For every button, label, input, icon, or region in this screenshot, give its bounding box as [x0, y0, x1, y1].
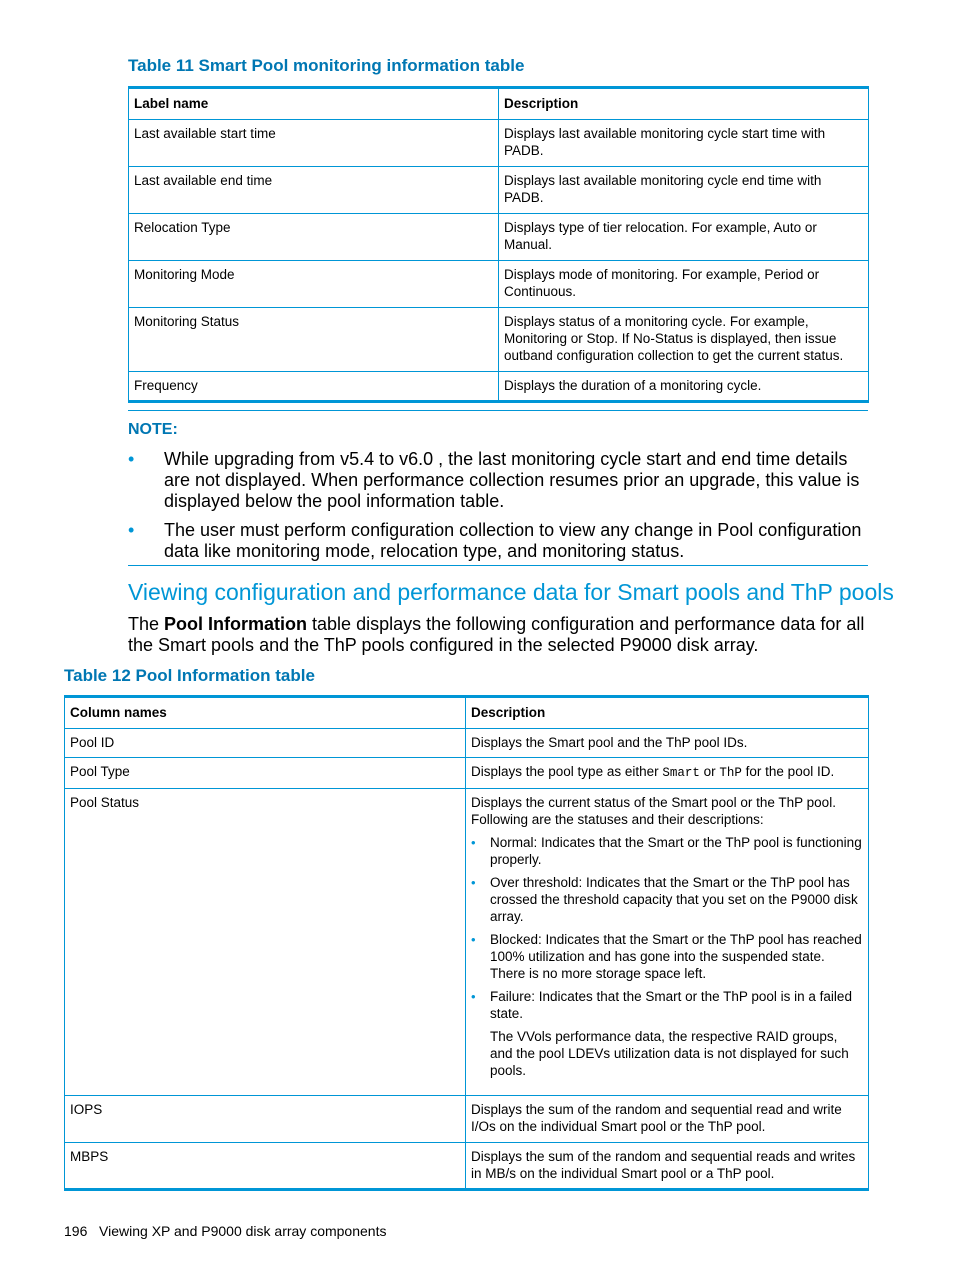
- note-item: [128, 449, 868, 512]
- note-item-text: The user must perform configuration collection to view any change in Pool configuration data like monitoring mode, relocation type, and monitoring status.: [164, 520, 862, 561]
- intro-text-before: The: [128, 614, 165, 634]
- smart-pool-monitoring-table: [128, 86, 869, 403]
- status-list: [471, 834, 863, 1022]
- table-row: [129, 308, 869, 372]
- table-row: [129, 120, 869, 167]
- row-label: Frequency: [129, 372, 499, 402]
- desc-text: Displays the pool type as either: [471, 764, 663, 779]
- row-label: Last available end time: [129, 167, 499, 214]
- table-row: [65, 1096, 869, 1143]
- table-row: [129, 372, 869, 402]
- status-item-text: Normal: Indicates that the Smart or the ThP pool is functioning properly.: [490, 835, 862, 867]
- table-header-row: [129, 88, 869, 120]
- table-row: [65, 789, 869, 1096]
- table-row: [129, 214, 869, 261]
- table-row: [129, 261, 869, 308]
- row-label: Monitoring Status: [129, 308, 499, 372]
- code-thp: ThP: [719, 766, 742, 780]
- table-12-caption: Table 12 Pool Information table: [64, 666, 315, 685]
- desc-text: or: [699, 764, 720, 779]
- pool-status-extra: The VVols performance data, the respective RAID groups, and the pool LDEVs utilization data is not displayed for such pools.: [490, 1029, 849, 1078]
- intro-text-after: table displays the following configuration and performance data for all the Smart pools and the ThP pools configured in the selected P9000 disk array.: [128, 614, 865, 655]
- row-description: Displays mode of monitoring. For example, Period or Continuous.: [499, 261, 869, 308]
- row-label: Monitoring Mode: [129, 261, 499, 308]
- status-item: [471, 834, 863, 868]
- desc-text: for the pool ID.: [741, 764, 835, 779]
- note-item: [128, 520, 868, 562]
- note-top-rule: [128, 410, 868, 411]
- status-item: [471, 931, 863, 982]
- table-11-caption: Table 11 Smart Pool monitoring information table: [128, 56, 525, 75]
- column-header-description: Description: [499, 88, 869, 120]
- bullet-icon: •: [128, 520, 135, 540]
- table-row: [129, 167, 869, 214]
- bullet-icon: •: [471, 875, 476, 890]
- pool-status-desc: Displays the current status of the Smart pool or the ThP pool. Following are the statuses and their descriptions:: [471, 795, 836, 827]
- row-description: Displays last available monitoring cycle start time with PADB.: [499, 120, 869, 167]
- row-description: [466, 789, 869, 1096]
- column-header-column-names: Column names: [65, 697, 466, 729]
- row-label: Relocation Type: [129, 214, 499, 261]
- pool-information-table: [64, 695, 869, 1191]
- row-description: [466, 758, 869, 789]
- row-label: MBPS: [65, 1143, 466, 1190]
- row-label: Pool Status: [65, 789, 466, 1096]
- row-description: Displays last available monitoring cycle end time with PADB.: [499, 167, 869, 214]
- row-description: Displays the Smart pool and the ThP pool IDs.: [466, 729, 869, 758]
- row-description: Displays status of a monitoring cycle. For example, Monitoring or Stop. If No-Status is displayed, then issue outband configuration collection to get the current status.: [499, 308, 869, 372]
- table-header-row: [65, 697, 869, 729]
- row-label: Last available start time: [129, 120, 499, 167]
- note-label: NOTE:: [128, 421, 178, 438]
- status-item-text: Blocked: Indicates that the Smart or the ThP pool has reached 100% utilization and has gone into the suspended state. There is no more storage space left.: [490, 932, 862, 981]
- row-label: Pool ID: [65, 729, 466, 758]
- code-smart: Smart: [662, 766, 700, 780]
- status-item: [471, 874, 863, 925]
- row-label: IOPS: [65, 1096, 466, 1143]
- note-item-text: While upgrading from v5.4 to v6.0 , the last monitoring cycle start and end time details are not displayed. When performance collection resumes prior an upgrade, this value is displayed below the pool information table.: [164, 449, 860, 511]
- status-item-text: Over threshold: Indicates that the Smart or the ThP pool has crossed the threshold capacity that you set on the P9000 disk array.: [490, 875, 858, 924]
- table-row: [65, 729, 869, 758]
- page-footer: [64, 1223, 386, 1239]
- column-header-description: Description: [466, 697, 869, 729]
- table-row: [65, 758, 869, 789]
- row-label: Pool Type: [65, 758, 466, 789]
- intro-bold-text: Pool Information: [164, 614, 308, 634]
- table-row: [65, 1143, 869, 1190]
- row-description: Displays the duration of a monitoring cycle.: [499, 372, 869, 402]
- status-item: [471, 988, 863, 1022]
- note-bottom-rule: [128, 565, 868, 566]
- bullet-icon: •: [471, 989, 476, 1004]
- note-list: [128, 449, 868, 570]
- row-description: Displays the sum of the random and sequential reads and writes in MB/s on the individual Smart pool or a ThP pool.: [466, 1143, 869, 1190]
- row-description: Displays type of tier relocation. For example, Auto or Manual.: [499, 214, 869, 261]
- page-number: 196: [64, 1223, 88, 1239]
- bullet-icon: •: [128, 449, 135, 469]
- bullet-icon: •: [471, 932, 476, 947]
- row-description: Displays the sum of the random and sequential read and write I/Os on the individual Smart pool or the ThP pool.: [466, 1096, 869, 1143]
- footer-title: Viewing XP and P9000 disk array components: [99, 1223, 387, 1239]
- status-item-text: Failure: Indicates that the Smart or the ThP pool is in a failed state.: [490, 989, 852, 1021]
- column-header-label-name: Label name: [129, 88, 499, 120]
- section-intro: [128, 614, 868, 656]
- bullet-icon: •: [471, 835, 476, 850]
- section-heading: Viewing configuration and performance data for Smart pools and ThP pools: [128, 579, 894, 605]
